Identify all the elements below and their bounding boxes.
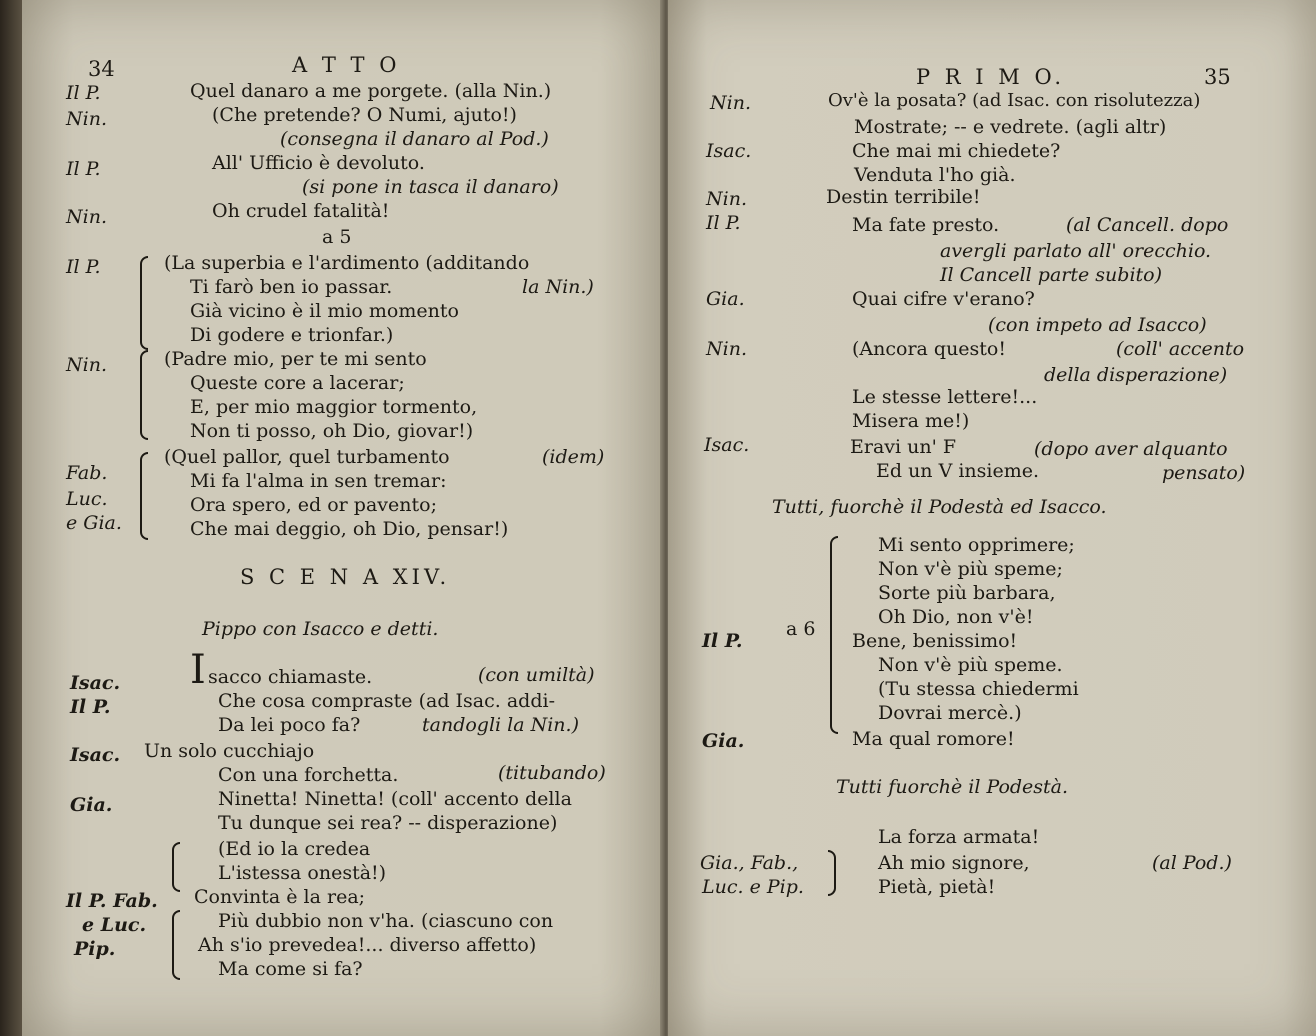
- left-page: [22, 0, 664, 1036]
- stage-direction: (consegna il danaro al Pod.): [280, 128, 549, 150]
- running-head: P R I M O.: [916, 65, 1066, 89]
- verse-line: (Che pretende? O Numi, ajuto!): [212, 104, 517, 126]
- verse-line: Ah s'io prevedea!... diverso affetto): [198, 934, 537, 956]
- verse-line: Queste core a lacerar;: [190, 372, 405, 394]
- stage-direction: (idem): [542, 446, 605, 468]
- stage-direction: (con umiltà): [478, 664, 595, 686]
- verse-line: Ov'è la posata? (ad Isac. con risolutezza): [828, 90, 1201, 111]
- speaker-label: e Luc.: [82, 914, 147, 936]
- verse-line: (Ancora questo!: [852, 338, 1007, 360]
- speaker-label: Nin.: [706, 188, 747, 210]
- right-page: [668, 0, 1316, 1036]
- stage-direction: Il Cancell parte subito): [940, 264, 1163, 286]
- brace: [172, 910, 180, 980]
- speaker-label: Gia.: [702, 730, 745, 752]
- ensemble-marker: a 5: [322, 226, 352, 248]
- verse-line: Da lei poco fa?: [218, 714, 361, 736]
- brace: [828, 850, 836, 896]
- verse-line: Quel danaro a me porgete. (alla Nin.): [190, 80, 552, 102]
- speaker-label: Isac.: [704, 434, 750, 456]
- speaker-label: Nin.: [66, 206, 107, 228]
- verse-line: sacco chiamaste.: [208, 666, 373, 688]
- verse-line: (Tu stessa chiedermi: [878, 678, 1079, 700]
- verse-line: Venduta l'ho già.: [854, 164, 1016, 186]
- verse-line: Non ti posso, oh Dio, giovar!): [190, 420, 474, 442]
- brace: [140, 256, 148, 350]
- verse-line: Convinta è la rea;: [194, 886, 366, 908]
- speaker-label: Fab.: [66, 462, 108, 484]
- stage-direction: della disperazione): [1044, 364, 1228, 386]
- speaker-label: Il P. Fab.: [66, 890, 158, 912]
- verse-line: (La superbia e l'ardimento (additando: [164, 252, 530, 274]
- page-number: 35: [1204, 65, 1231, 89]
- stage-direction: (con impeto ad Isacco): [988, 314, 1207, 336]
- speaker-label: Nin.: [66, 354, 107, 376]
- brace: [140, 452, 148, 540]
- scene-subtitle: Pippo con Isacco e detti.: [202, 618, 439, 640]
- verse-line: (Quel pallor, quel turbamento: [164, 446, 450, 468]
- verse-line: All' Ufficio è devoluto.: [212, 152, 425, 174]
- verse-line: Mostrate; -- e vedrete. (agli altr): [854, 116, 1167, 138]
- verse-line: Ninetta! Ninetta! (coll' accento della: [218, 788, 572, 810]
- speaker-label: Il P.: [66, 256, 101, 278]
- running-head: A T T O: [292, 53, 401, 77]
- verse-line: Eravi un' F: [850, 436, 957, 458]
- verse-line: (Ed io la credea: [218, 838, 371, 860]
- speaker-label: Il P.: [66, 82, 101, 104]
- verse-line: E, per mio maggior tormento,: [190, 396, 478, 418]
- stage-direction: (titubando): [498, 762, 606, 784]
- speaker-label: Il P.: [70, 696, 111, 718]
- verse-line: Misera me!): [852, 410, 970, 432]
- speaker-label: Isac.: [70, 672, 121, 694]
- verse-line: Oh crudel fatalità!: [212, 200, 390, 222]
- speaker-label: Luc. e Pip.: [702, 876, 804, 898]
- drop-cap: I: [190, 647, 206, 693]
- verse-line: Con una forchetta.: [218, 764, 399, 786]
- stage-direction: la Nin.): [522, 276, 594, 298]
- speaker-label: Pip.: [74, 938, 116, 960]
- verse-line: Oh Dio, non v'è!: [878, 606, 1034, 628]
- verse-line: (Padre mio, per te mi sento: [164, 348, 427, 370]
- verse-line: Più dubbio non v'ha. (ciascuno con: [218, 910, 554, 932]
- brace: [172, 842, 180, 892]
- stage-direction: (al Pod.): [1152, 852, 1232, 874]
- verse-line: Di godere e trionfar.): [190, 324, 394, 346]
- verse-line: Ma qual romore!: [852, 728, 1015, 750]
- verse-line: Bene, benissimo!: [852, 630, 1018, 652]
- speaker-label: Isac.: [706, 140, 752, 162]
- verse-line: Ma fate presto.: [852, 214, 1000, 236]
- verse-line: Ed un V insieme.: [876, 460, 1040, 482]
- verse-line: Ma come si fa?: [218, 958, 363, 980]
- stage-direction: (si pone in tasca il danaro): [302, 176, 559, 198]
- speaker-label: Nin.: [66, 108, 107, 130]
- speaker-label: Nin.: [710, 92, 751, 114]
- verse-line: Che cosa compraste (ad Isac. addi-: [218, 690, 555, 712]
- speaker-label: Il P.: [702, 630, 743, 652]
- stage-direction: Tutti, fuorchè il Podestà ed Isacco.: [772, 496, 1107, 518]
- speaker-label: Gia.: [706, 288, 745, 310]
- stage-direction: pensato): [1162, 462, 1246, 484]
- verse-line: Dovrai mercè.): [878, 702, 1022, 724]
- verse-line: Le stesse lettere!...: [852, 386, 1038, 408]
- verse-line: Sorte più barbara,: [878, 582, 1056, 604]
- verse-line: Ora spero, ed or pavento;: [190, 494, 437, 516]
- stage-direction: (al Cancell. dopo: [1066, 214, 1229, 236]
- speaker-label: Il P.: [706, 212, 741, 234]
- stage-direction: Tutti fuorchè il Podestà.: [836, 776, 1069, 798]
- verse-line: Non v'è più speme.: [878, 654, 1063, 676]
- verse-line: La forza armata!: [878, 826, 1040, 848]
- verse-line: Mi fa l'alma in sen tremar:: [190, 470, 447, 492]
- verse-line: Ti farò ben io passar.: [190, 276, 393, 298]
- brace: [140, 350, 148, 440]
- verse-line: Pietà, pietà!: [878, 876, 996, 898]
- stage-direction: (coll' accento: [1116, 338, 1245, 360]
- speaker-label: Nin.: [706, 338, 747, 360]
- verse-line: Non v'è più speme;: [878, 558, 1063, 580]
- speaker-label: Luc.: [66, 488, 108, 510]
- verse-line: Quai cifre v'erano?: [852, 288, 1035, 310]
- speaker-label: Gia.: [70, 794, 113, 816]
- stage-direction: avergli parlato all' orecchio.: [940, 240, 1212, 262]
- stage-direction: tandogli la Nin.): [422, 714, 579, 736]
- page-number: 34: [88, 57, 115, 81]
- stage-direction: (dopo aver alquanto: [1034, 438, 1228, 460]
- speaker-label: Isac.: [70, 744, 121, 766]
- verse-line: Destin terribile!: [826, 186, 981, 208]
- speaker-label: e Gia.: [66, 512, 122, 534]
- brace: [830, 536, 838, 734]
- verse-line: Che mai mi chiedete?: [852, 140, 1061, 162]
- book-edge: [0, 0, 22, 1036]
- verse-line: Tu dunque sei rea? -- disperazione): [218, 812, 558, 834]
- scene-title: S C E N A XIV.: [240, 565, 451, 589]
- speaker-label: Gia., Fab.,: [700, 852, 799, 874]
- verse-line: L'istessa onestà!): [218, 862, 387, 884]
- verse-line: Ah mio signore,: [878, 852, 1030, 874]
- ensemble-marker: a 6: [786, 618, 816, 640]
- verse-line: Già vicino è il mio momento: [190, 300, 459, 322]
- verse-line: Mi sento opprimere;: [878, 534, 1075, 556]
- verse-line: Che mai deggio, oh Dio, pensar!): [190, 518, 509, 540]
- speaker-label: Il P.: [66, 158, 101, 180]
- verse-line: Un solo cucchiajo: [144, 740, 315, 762]
